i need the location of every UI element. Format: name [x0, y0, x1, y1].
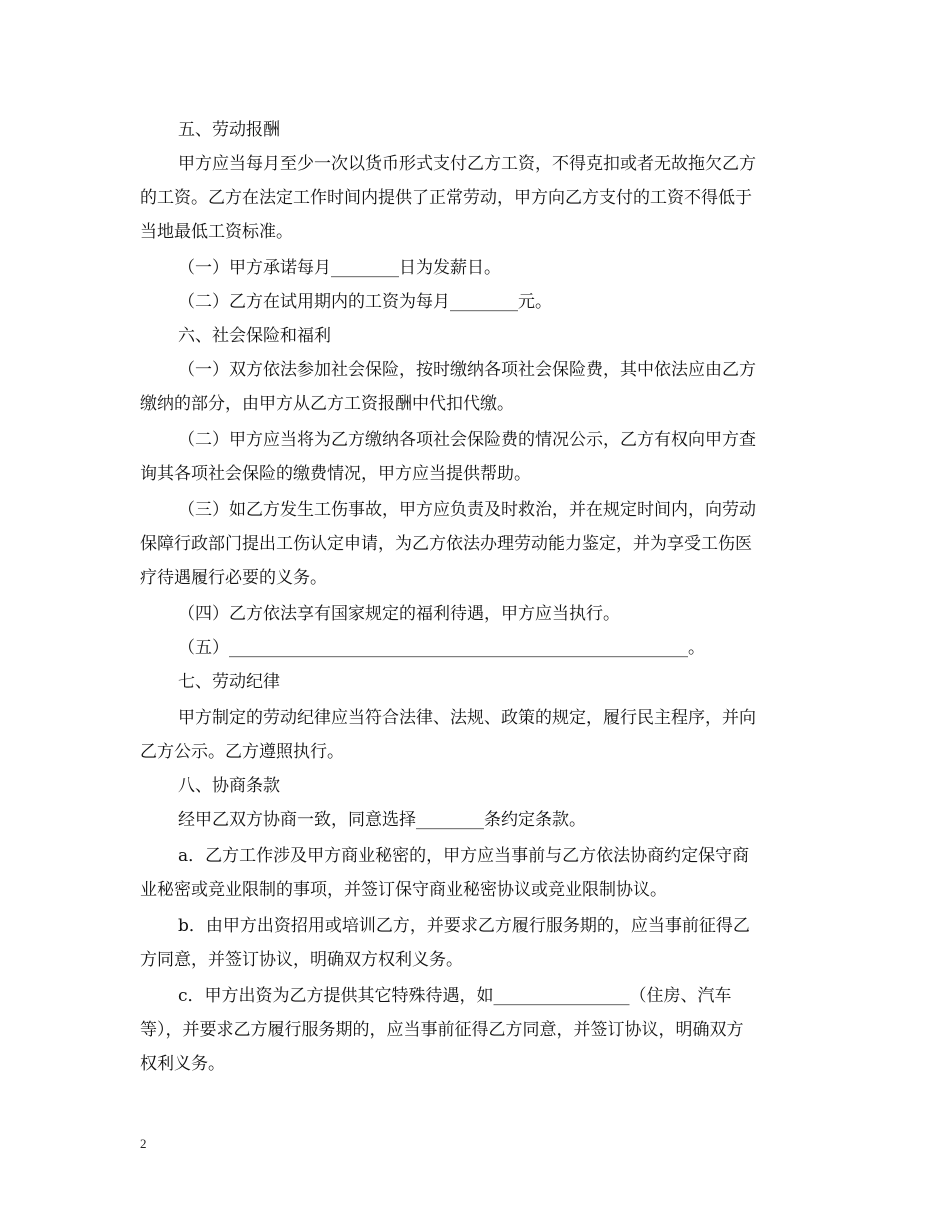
paragraph-line: a．乙方工作涉及甲方商业秘密的，甲方应当事前与乙方依法协商约定保守商 [178, 846, 750, 866]
paragraph-line: （四）乙方依法享有国家规定的福利待遇，甲方应当执行。 [178, 604, 620, 624]
heading-remuneration: 五、劳动报酬 [178, 120, 280, 140]
paragraph-line: 甲方应当每月至少一次以货币形式支付乙方工资，不得克扣或者无故拖欠乙方 [178, 154, 756, 174]
paragraph-line: 权利义务。 [140, 1054, 225, 1074]
heading-negotiated-terms: 八、协商条款 [178, 776, 280, 796]
paragraph-line: b．由甲方出资招用或培训乙方，并要求乙方履行服务期的，应当事前征得乙 [178, 916, 750, 936]
paragraph-line: 乙方公示。乙方遵照执行。 [140, 742, 344, 762]
paragraph-line: 询其各项社会保险的缴费情况，甲方应当提供帮助。 [140, 464, 531, 484]
paragraph-line: （五）______________________________________________________。 [178, 638, 705, 658]
paragraph-line: 经甲乙双方协商一致，同意选择________条约定条款。 [178, 810, 586, 830]
paragraph-line: （二）乙方在试用期内的工资为每月________元。 [178, 292, 552, 312]
paragraph-line: 当地最低工资标准。 [140, 222, 293, 242]
paragraph-line: 疗待遇履行必要的义务。 [140, 568, 327, 588]
paragraph-line: 等），并要求乙方履行服务期的，应当事前征得乙方同意，并签订协议，明确双方 [140, 1020, 744, 1040]
paragraph-line: （二）甲方应当将为乙方缴纳各项社会保险费的情况公示，乙方有权向甲方查 [178, 430, 756, 450]
heading-labor-discipline: 七、劳动纪律 [178, 672, 280, 692]
paragraph-line: c．甲方出资为乙方提供其它特殊待遇，如________________（住房、汽车 [178, 986, 732, 1006]
page-number: 2 [140, 1136, 147, 1151]
paragraph-line: 保障行政部门提出工伤认定申请，为乙方依法办理劳动能力鉴定，并为享受工伤医 [140, 534, 752, 554]
paragraph-line: 甲方制定的劳动纪律应当符合法律、法规、政策的规定，履行民主程序，并向 [178, 708, 756, 728]
paragraph-line: 业秘密或竞业限制的事项，并签订保守商业秘密协议或竞业限制协议。 [140, 880, 667, 900]
paragraph-line: 缴纳的部分，由甲方从乙方工资报酬中代扣代缴。 [140, 394, 514, 414]
paragraph-line: （一）双方依法参加社会保险，按时缴纳各项社会保险费，其中依法应由乙方 [178, 360, 756, 380]
paragraph-line: 方同意，并签订协议，明确双方权利义务。 [140, 950, 463, 970]
paragraph-line: （一）甲方承诺每月________日为发薪日。 [178, 258, 501, 278]
paragraph-line: 的工资。乙方在法定工作时间内提供了正常劳动，甲方向乙方支付的工资不得低于 [140, 188, 752, 208]
paragraph-line: （三）如乙方发生工伤事故，甲方应负责及时救治，并在规定时间内，向劳动 [178, 500, 756, 520]
heading-social-insurance: 六、社会保险和福利 [178, 326, 331, 346]
